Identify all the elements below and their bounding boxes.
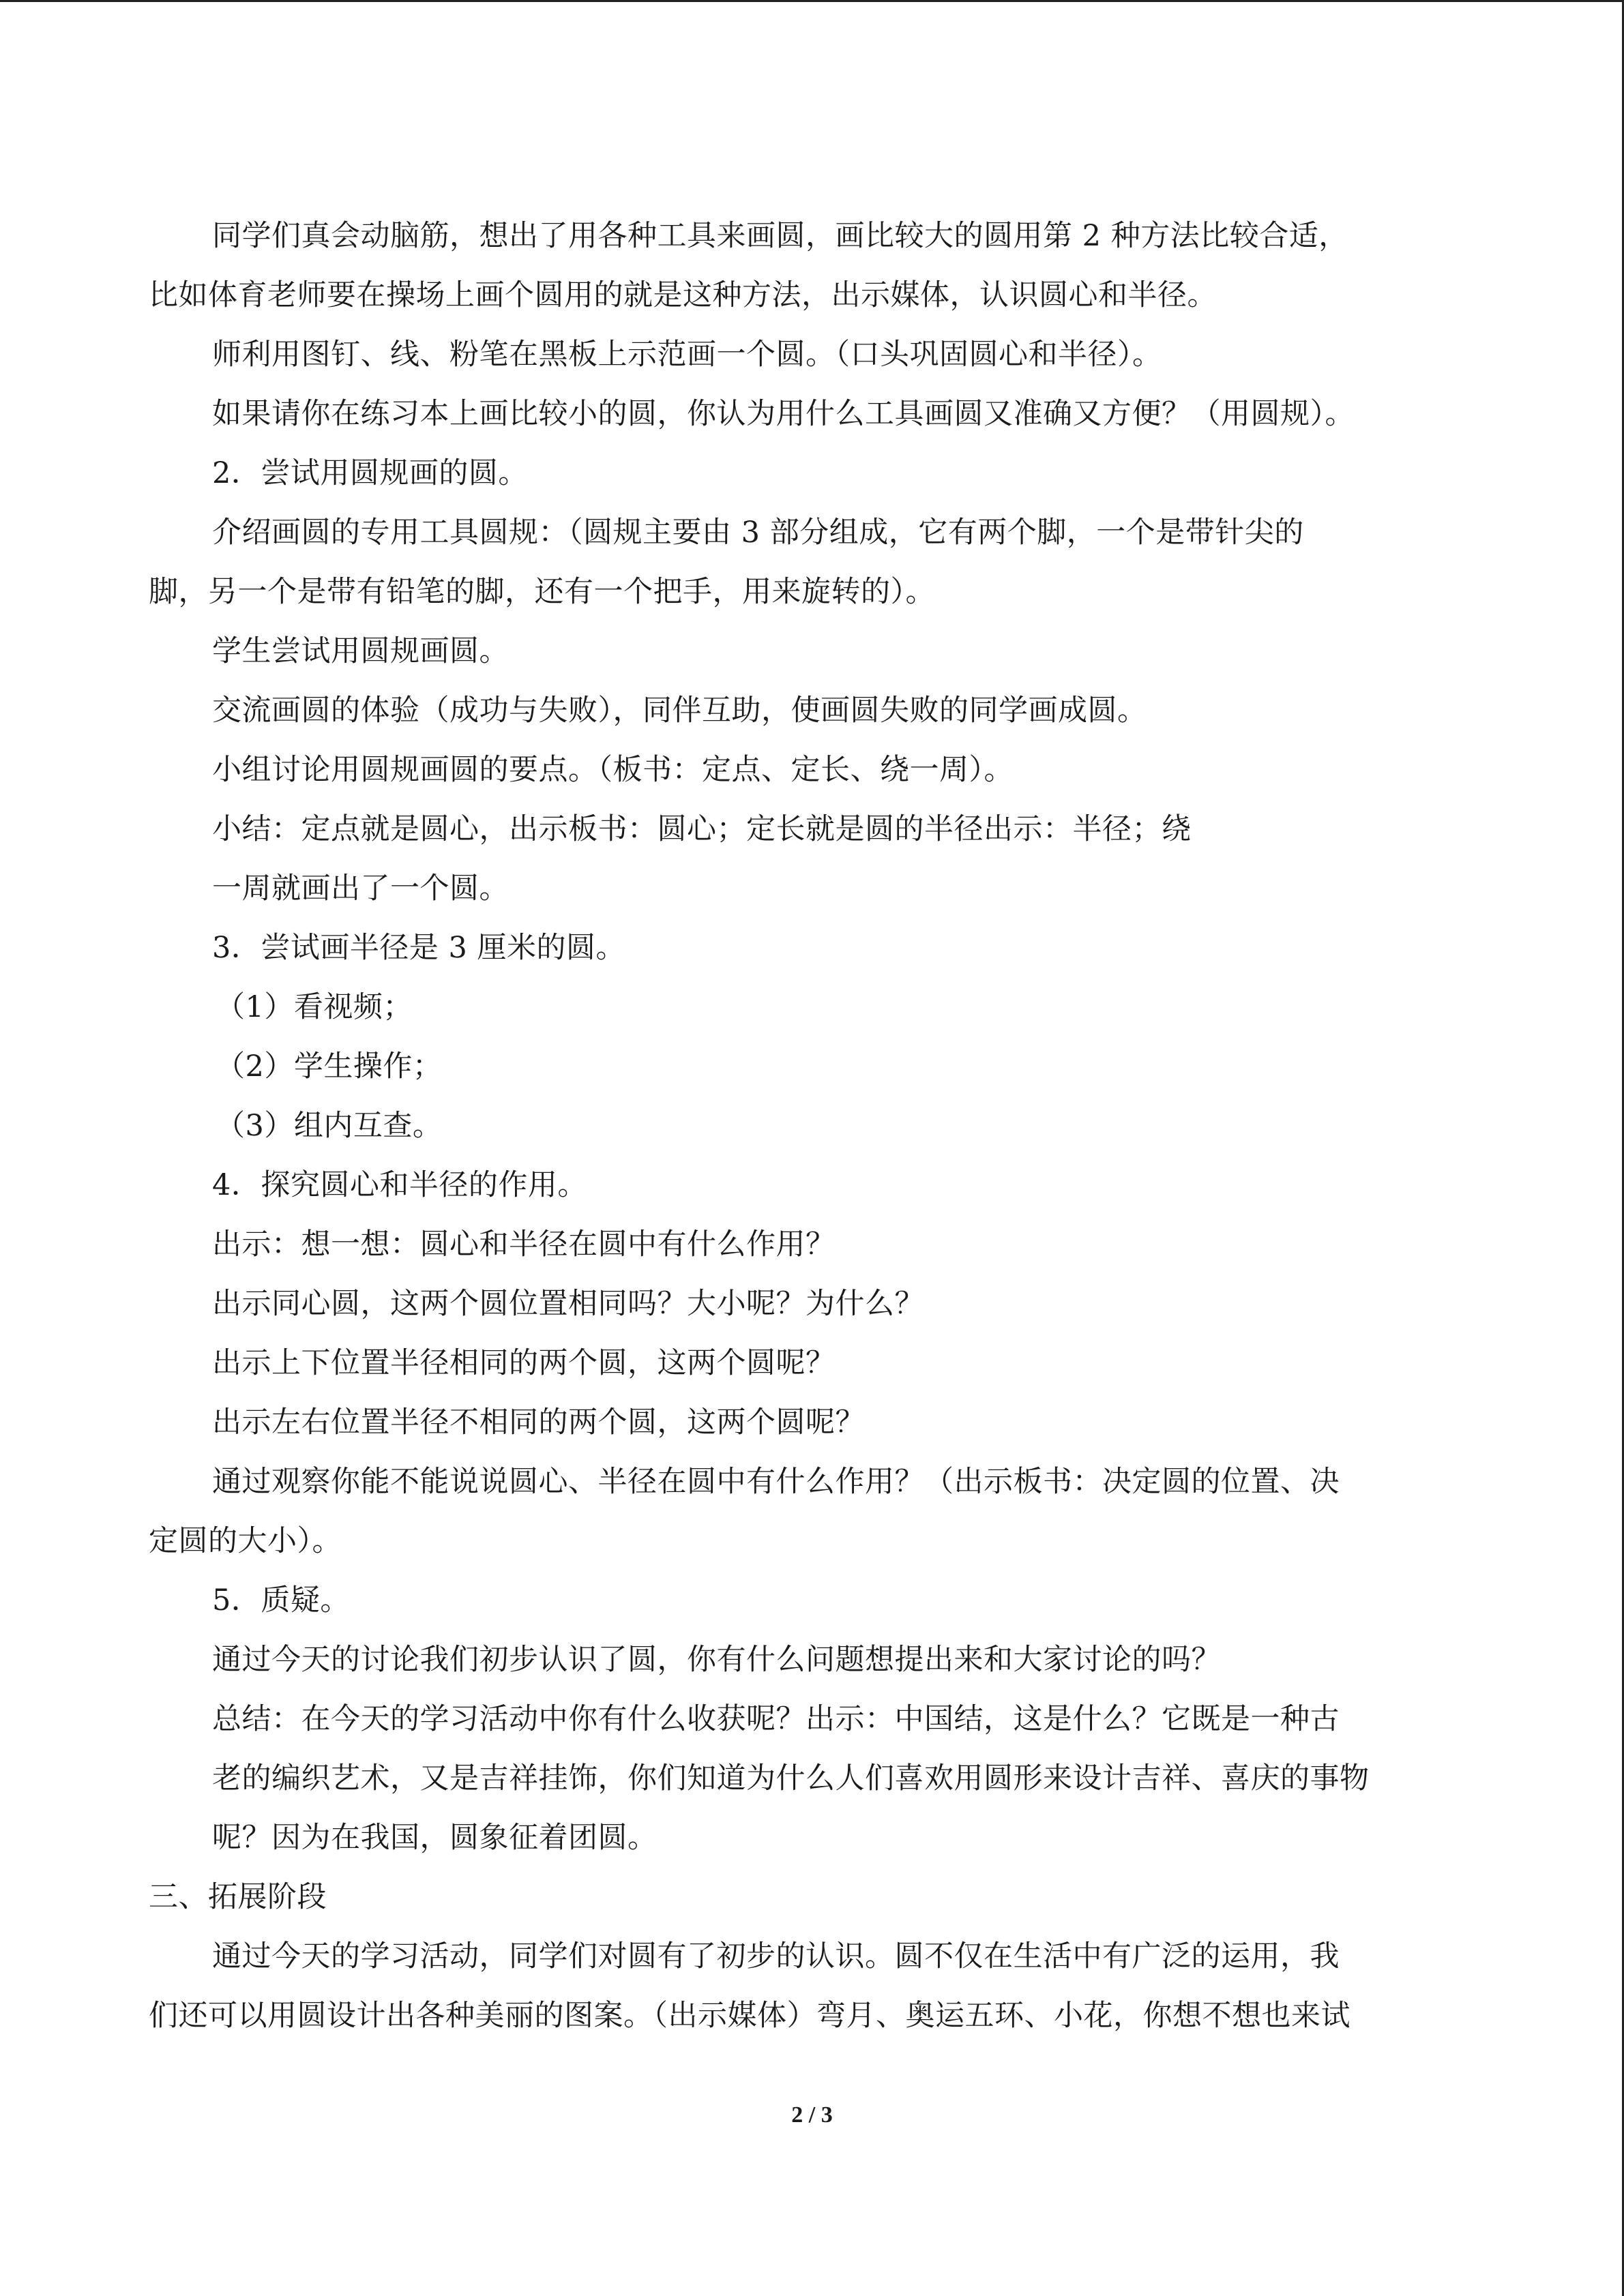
text-line: 脚，另一个是带有铅笔的脚，还有一个把手，用来旋转的）。	[149, 575, 935, 609]
text-line: 出示同心圆，这两个圆位置相同吗？大小呢？为什么？	[212, 1287, 924, 1321]
list-item: （2）学生操作；	[216, 1049, 443, 1084]
section-heading: 三、拓展阶段	[149, 1880, 327, 1914]
section-heading: 5．质疑。	[212, 1583, 350, 1617]
text-line: 通过今天的学习活动，同学们对圆有了初步的认识。圆不仅在生活中有广泛的运用，我	[212, 1939, 1340, 1973]
section-heading: 4．探究圆心和半径的作用。	[212, 1168, 587, 1202]
text-line: 们还可以用圆设计出各种美丽的图案。（出示媒体）弯月、奥运五环、小花，你想不想也来试	[149, 1999, 1350, 2033]
text-line: 小结：定点就是圆心，出示板书：圆心；定长就是圆的半径出示：半径；绕	[212, 812, 1192, 846]
section-heading: 3．尝试画半径是 3 厘米的圆。	[212, 931, 626, 965]
page-number: 2 / 3	[791, 2102, 833, 2128]
text-line: 出示左右位置半径不相同的两个圆，这两个圆呢？	[212, 1405, 865, 1440]
text-line: 老的编织艺术，又是吉祥挂饰，你们知道为什么人们喜欢用圆形来设计吉祥、喜庆的事物	[212, 1761, 1370, 1795]
list-item: （1）看视频；	[216, 990, 413, 1024]
text-line: 如果请你在练习本上画比较小的圆，你认为用什么工具画圆又准确又方便？（用圆规）。	[212, 397, 1355, 431]
text-line: 出示上下位置半径相同的两个圆，这两个圆呢？	[212, 1346, 836, 1380]
text-line: 比如体育老师要在操场上画个圆用的就是这种方法，出示媒体，认识圆心和半径。	[149, 278, 1217, 312]
text-line: 定圆的大小）。	[149, 1524, 342, 1558]
text-line: 一周就画出了一个圆。	[212, 871, 509, 906]
text-line: 出示：想一想：圆心和半径在圆中有什么作用？	[212, 1227, 836, 1262]
text-line: 师利用图钉、线、粉笔在黑板上示范画一个圆。（口头巩固圆心和半径）。	[212, 338, 1162, 372]
text-line: 呢？因为在我国，圆象征着团圆。	[212, 1821, 658, 1855]
text-line: 通过今天的讨论我们初步认识了圆，你有什么问题想提出来和大家讨论的吗？	[212, 1643, 1221, 1677]
text-line: 通过观察你能不能说说圆心、半径在圆中有什么作用？（出示板书：决定圆的位置、决	[212, 1465, 1340, 1499]
text-line: 交流画圆的体验（成功与失败），同伴互助，使画圆失败的同学画成圆。	[212, 694, 1147, 728]
list-item: （3）组内互查。	[216, 1109, 443, 1143]
text-line: 小组讨论用圆规画圆的要点。（板书：定点、定长、绕一周）。	[212, 753, 1014, 787]
section-heading: 2．尝试用圆规画的圆。	[212, 456, 528, 490]
text-line: 同学们真会动脑筋，想出了用各种工具来画圆，画比较大的圆用第 2 种方法比较合适，	[212, 219, 1348, 253]
text-line: 总结：在今天的学习活动中你有什么收获呢？出示：中国结，这是什么？它既是一种古	[212, 1702, 1340, 1736]
text-line: 学生尝试用圆规画圆。	[212, 634, 509, 668]
text-line: 介绍画圆的专用工具圆规：（圆规主要由 3 部分组成，它有两个脚，一个是带针尖的	[212, 516, 1304, 550]
